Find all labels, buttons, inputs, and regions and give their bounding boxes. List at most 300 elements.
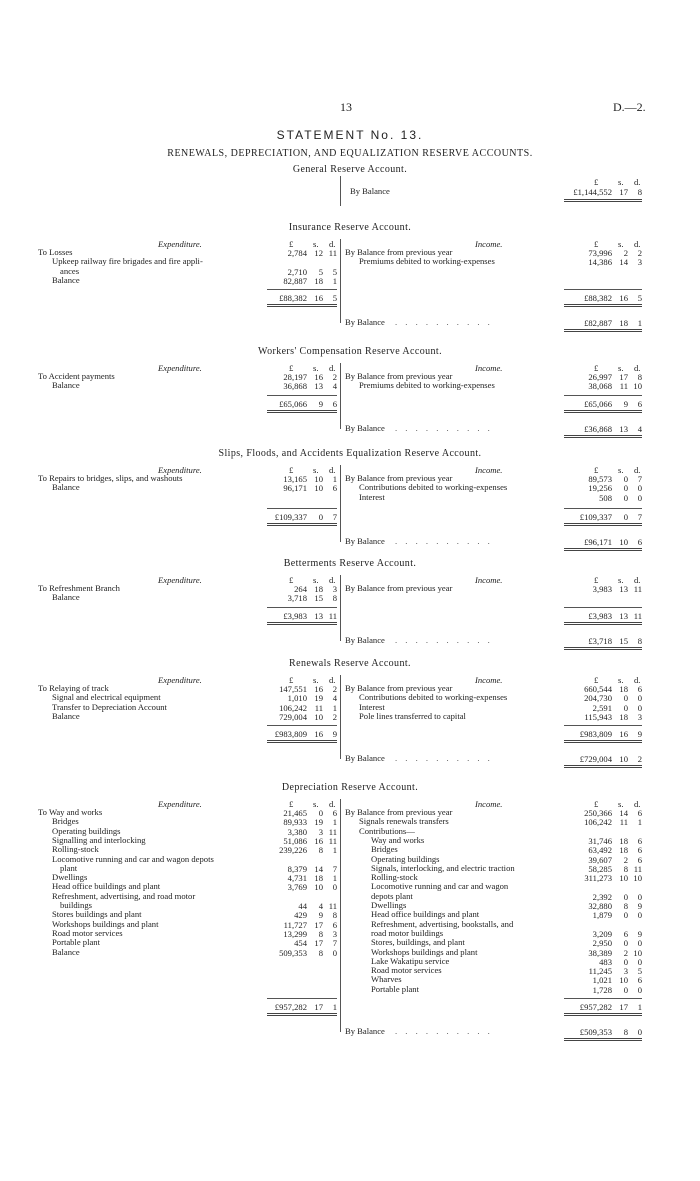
- insurance-inc-total-underline: [564, 304, 642, 307]
- general-balance-amount-shillings: 17: [619, 187, 628, 197]
- inc-pounds-heading: £: [594, 239, 599, 249]
- depreciation-inc-amount-shillings: 14: [619, 808, 628, 818]
- renewals-exp-amount-pence: 2: [332, 684, 337, 694]
- inc-shillings-heading: s.: [618, 465, 624, 475]
- depreciation-inc-total: [566, 1002, 642, 1012]
- betterments-inc-amount: [566, 584, 642, 594]
- depreciation-inc-item: Workshops buildings and plant: [371, 946, 478, 957]
- depreciation-exp-amount-pence: 0: [332, 947, 337, 958]
- depreciation-exp-amount-pence: 7: [332, 938, 337, 949]
- workers-inc-total-pence: 6: [637, 398, 642, 409]
- slips-inc-amount-shillings: 0: [623, 492, 628, 503]
- betterments-inc-total: [566, 611, 642, 621]
- depreciation-inc-item: Operating buildings: [371, 853, 440, 864]
- depreciation-exp-item: Workshops buildings and plant: [52, 918, 159, 929]
- betterments-inc-amount-pounds: 3,983: [592, 584, 612, 594]
- insurance-exp-item: Upkeep railway fire brigades and fire appli-: [52, 256, 203, 267]
- depreciation-inc-amount-pounds: 1,021: [592, 975, 612, 986]
- general-balance-amount-pounds: £1,144,552: [573, 187, 612, 197]
- renewals-exp-total-underline: [267, 740, 337, 743]
- depreciation-inc-amount-shillings: 2: [623, 854, 628, 865]
- depreciation-inc-amount-pounds: 63,492: [588, 845, 612, 856]
- renewals-inc-amount-pence: 0: [637, 702, 642, 713]
- exp-pence-heading: d.: [329, 575, 336, 585]
- income-heading: Income.: [475, 363, 503, 373]
- depreciation-balance-amount-pence: 0: [637, 1027, 642, 1037]
- exp-pounds-heading: £: [289, 675, 294, 685]
- renewals-inc-rule: [564, 725, 642, 726]
- workers-exp-amount: [261, 381, 337, 391]
- betterments-inc-total-underline: [564, 622, 642, 625]
- slips-inc-item: Interest: [359, 491, 385, 502]
- betterments-exp-total-pounds: £3,983: [283, 610, 307, 621]
- insurance-balance-label: By Balance: [345, 317, 385, 328]
- slips-exp-amount-shillings: 10: [314, 483, 323, 494]
- depreciation-exp-item: Locomotive running and car and wagon depots: [52, 853, 214, 864]
- depreciation-exp-amount-pounds: 8,379: [287, 863, 307, 874]
- insurance-balance-amount-shillings: 18: [619, 318, 628, 329]
- depreciation-inc-amount-pence: 0: [637, 984, 642, 995]
- betterments-exp-total-shillings: 13: [314, 610, 323, 621]
- exp-shillings-heading: s.: [313, 239, 319, 249]
- insurance-exp-amount-shillings: 18: [314, 275, 323, 286]
- depreciation-exp-amount-shillings: 17: [314, 919, 323, 930]
- slips-exp-rule: [267, 508, 337, 509]
- exp-shillings-heading: s.: [313, 575, 319, 585]
- slips-balance-label: By Balance: [345, 535, 385, 546]
- workers-title: Workers' Compensation Reserve Account.: [258, 346, 442, 357]
- depreciation-inc-amount-pounds: 3,209: [592, 928, 612, 939]
- slips-inc-amount-pence: 7: [637, 474, 642, 484]
- slips-exp-amount-pounds: 13,165: [283, 474, 307, 484]
- insurance-title: Insurance Reserve Account.: [288, 222, 412, 233]
- depreciation-exp-item: To Way and works: [38, 807, 103, 817]
- income-heading: Income.: [475, 465, 503, 475]
- depreciation-inc-item: depots plant: [371, 890, 413, 901]
- insurance-exp-rule: [267, 289, 337, 290]
- slips-inc-total-underline: [564, 523, 642, 526]
- depreciation-exp-item: Bridges: [52, 816, 79, 827]
- depreciation-exp-amount-pence: 1: [332, 873, 337, 884]
- renewals-exp-total-shillings: 16: [314, 729, 323, 740]
- betterments-title: Betterments Reserve Account.: [283, 558, 417, 569]
- depreciation-inc-amount-shillings: 0: [623, 984, 628, 995]
- workers-inc-amount-shillings: 17: [619, 372, 628, 382]
- insurance-inc-item: By Balance from previous year: [345, 247, 453, 257]
- depreciation-exp-amount-pounds: 429: [294, 910, 307, 921]
- betterments-exp-item: To Refreshment Branch: [38, 583, 120, 593]
- depreciation-inc-amount-pounds: 2,950: [592, 938, 612, 949]
- depreciation-inc-amount-shillings: 18: [619, 835, 628, 846]
- depreciation-exp-amount-shillings: 10: [314, 882, 323, 893]
- depreciation-inc-item: Signals, interlocking, and electric traction: [371, 862, 515, 873]
- statement-title: STATEMENT No. 13.: [276, 128, 424, 142]
- slips-inc-rule: [564, 508, 642, 509]
- renewals-title: Renewals Reserve Account.: [289, 658, 411, 669]
- depreciation-inc-amount-pence: 0: [637, 938, 642, 949]
- betterments-inc-total-pence: 11: [633, 610, 642, 621]
- renewals-inc-item: By Balance from previous year: [345, 683, 453, 693]
- depreciation-exp-rule: [267, 998, 337, 999]
- slips-inc-amount-pence: 0: [637, 483, 642, 494]
- depreciation-inc-amount-pounds: 1,879: [592, 910, 612, 921]
- insurance-exp-total: [261, 293, 337, 303]
- slips-inc-item: Contributions debited to working-expenses: [359, 482, 508, 493]
- workers-exp-rule: [267, 395, 337, 396]
- depreciation-inc-amount-shillings: 18: [619, 845, 628, 856]
- renewals-divider: [340, 675, 341, 759]
- slips-inc-total-pence: 7: [637, 511, 642, 522]
- inc-shillings-heading: s.: [618, 363, 624, 373]
- insurance-exp-amount-pence: 1: [332, 275, 337, 286]
- depreciation-inc-amount-pence: 10: [633, 947, 642, 958]
- depreciation-inc-item: Signals renewals transfers: [359, 816, 449, 827]
- depreciation-exp-item: Road motor services: [52, 927, 123, 938]
- depreciation-exp-amount-shillings: 18: [314, 873, 323, 884]
- renewals-inc-amount-pounds: 2,591: [592, 702, 612, 713]
- depreciation-inc-amount-shillings: 0: [623, 938, 628, 949]
- depreciation-exp-item: Balance: [52, 946, 80, 957]
- renewals-inc-total-shillings: 16: [619, 729, 628, 740]
- insurance-exp-amount-shillings: 5: [318, 266, 323, 277]
- slips-inc-amount-pence: 0: [637, 492, 642, 503]
- depreciation-exp-amount-shillings: 4: [318, 901, 323, 911]
- slips-inc-amount-shillings: 0: [623, 474, 628, 484]
- depreciation-exp-item: Refreshment, advertising, and road motor: [52, 890, 196, 901]
- workers-inc-amount-pence: 10: [633, 381, 642, 392]
- depreciation-inc-amount-pence: 10: [633, 873, 642, 884]
- depreciation-inc-amount-pounds: 11,245: [588, 966, 612, 977]
- inc-pounds-heading: £: [594, 575, 599, 585]
- renewals-exp-amount: [261, 712, 337, 722]
- betterments-exp-amount-shillings: 18: [314, 584, 323, 594]
- betterments-inc-rule: [564, 607, 642, 608]
- depreciation-exp-item: Rolling-stock: [52, 844, 99, 855]
- workers-inc-total-shillings: 9: [623, 398, 628, 409]
- exp-pence-heading: d.: [329, 239, 336, 249]
- workers-inc-rule: [564, 395, 642, 396]
- workers-exp-total: [261, 399, 337, 409]
- depreciation-balance-leader: . . . . . . . . . .: [395, 1026, 493, 1036]
- workers-balance-amount-shillings: 13: [619, 423, 628, 434]
- depreciation-exp-amount-pence: 0: [332, 882, 337, 893]
- workers-exp-item: To Accident payments: [38, 371, 115, 381]
- depreciation-exp-amount-pence: 1: [332, 817, 337, 828]
- workers-exp-amount-shillings: 16: [314, 372, 323, 382]
- insurance-exp-item: Balance: [52, 274, 80, 285]
- insurance-balance-underline: [564, 329, 642, 332]
- insurance-inc-amount-shillings: 14: [619, 257, 628, 268]
- inc-pounds-heading: £: [594, 465, 599, 475]
- renewals-inc-item: Contributions debited to working-expenses: [359, 692, 508, 703]
- renewals-exp-amount-pounds: 729,004: [279, 711, 307, 722]
- depreciation-inc-amount-shillings: 10: [619, 873, 628, 884]
- insurance-inc-total-pence: 5: [637, 293, 642, 304]
- insurance-exp-amount-pounds: 82,887: [283, 275, 307, 286]
- renewals-inc-amount-shillings: 18: [619, 684, 628, 694]
- depreciation-exp-amount-pence: 11: [328, 835, 337, 846]
- insurance-inc-rule: [564, 289, 642, 290]
- depreciation-inc-amount-pounds: 483: [599, 956, 612, 967]
- depreciation-inc-amount-shillings: 8: [623, 901, 628, 911]
- depreciation-inc-item: Stores, buildings, and plant: [371, 937, 465, 948]
- depreciation-exp-amount: [261, 882, 337, 892]
- depreciation-inc-item: Contributions—: [359, 825, 415, 836]
- inc-pounds-heading: £: [594, 799, 599, 809]
- renewals-inc-amount: [566, 712, 642, 722]
- workers-balance-underline: [564, 435, 642, 438]
- insurance-exp-total-pounds: £88,382: [279, 293, 307, 304]
- depreciation-exp-amount-pounds: 4,731: [287, 873, 307, 884]
- depreciation-balance-amount-shillings: 8: [623, 1027, 628, 1037]
- depreciation-inc-amount-shillings: 0: [623, 891, 628, 902]
- workers-balance-leader: . . . . . . . . . .: [395, 422, 493, 433]
- slips-inc-amount-pounds: 89,573: [588, 474, 612, 484]
- depreciation-inc-item: Refreshment, advertising, bookstalls, and: [371, 918, 514, 929]
- inc-pence-heading: d.: [634, 465, 641, 475]
- depreciation-exp-amount-pence: 11: [328, 826, 337, 837]
- expenditure-heading: Expenditure.: [158, 575, 202, 585]
- depreciation-exp-amount-shillings: 8: [318, 928, 323, 939]
- depreciation-inc-item: road motor buildings: [371, 927, 444, 938]
- depreciation-exp-item: Signalling and interlocking: [52, 834, 146, 845]
- depreciation-inc-amount: [566, 817, 642, 827]
- depreciation-inc-amount-pounds: 38,389: [588, 947, 612, 958]
- renewals-inc-amount-shillings: 0: [623, 702, 628, 713]
- depreciation-inc-item: Road motor services: [371, 965, 442, 976]
- depreciation-inc-amount-pence: 0: [637, 956, 642, 967]
- depreciation-inc-amount: [566, 910, 642, 920]
- depreciation-inc-item: Lake Wakatipu service: [371, 955, 450, 966]
- depreciation-inc-amount-shillings: 6: [623, 928, 628, 939]
- insurance-inc-total: [566, 293, 642, 303]
- renewals-exp-rule: [267, 725, 337, 726]
- slips-balance-amount-shillings: 10: [619, 536, 628, 547]
- page-reference: D.—2.: [613, 100, 646, 114]
- exp-pence-heading: d.: [329, 675, 336, 685]
- insurance-inc-amount-pounds: 73,996: [588, 248, 612, 258]
- slips-exp-amount-pence: 6: [332, 483, 337, 494]
- income-heading: Income.: [475, 239, 503, 249]
- betterments-balance-amount-pence: 8: [637, 635, 642, 646]
- depreciation-inc-item: Head office buildings and plant: [371, 909, 480, 920]
- renewals-inc-amount-pounds: 660,544: [584, 684, 612, 694]
- insurance-exp-total-pence: 5: [332, 293, 337, 304]
- renewals-inc-amount-pounds: 204,730: [584, 693, 612, 704]
- insurance-balance-amount: [566, 318, 642, 328]
- depreciation-inc-amount-pounds: 31,746: [588, 835, 612, 846]
- depreciation-inc-amount-pounds: 32,880: [588, 901, 612, 911]
- insurance-inc-total-shillings: 16: [619, 293, 628, 304]
- betterments-exp-amount-shillings: 15: [314, 593, 323, 604]
- depreciation-exp-amount-pence: 3: [332, 928, 337, 939]
- depreciation-inc-amount-pence: 11: [633, 863, 642, 874]
- renewals-balance-amount-shillings: 10: [619, 754, 628, 765]
- slips-inc-amount-pounds: 19,256: [588, 483, 612, 494]
- workers-exp-total-underline: [267, 410, 337, 413]
- slips-exp-total-shillings: 0: [318, 511, 323, 522]
- exp-pounds-heading: £: [289, 575, 294, 585]
- slips-inc-amount: [566, 493, 642, 503]
- depreciation-exp-item: Portable plant: [52, 937, 100, 948]
- depreciation-balance-underline: [564, 1038, 642, 1041]
- renewals-inc-amount-pence: 3: [637, 711, 642, 722]
- depreciation-inc-amount-pence: 6: [637, 854, 642, 865]
- inc-pounds-heading: £: [594, 363, 599, 373]
- insurance-exp-item: To Losses: [38, 247, 73, 257]
- income-heading: Income.: [475, 675, 503, 685]
- depreciation-inc-amount-pence: 6: [637, 808, 642, 818]
- renewals-inc-total-pounds: £983,809: [579, 729, 612, 740]
- income-heading: Income.: [475, 575, 503, 585]
- depreciation-exp-item: Operating buildings: [52, 825, 121, 836]
- depreciation-exp-amount-shillings: 8: [318, 947, 323, 958]
- depreciation-exp-item: plant: [60, 862, 78, 873]
- expenditure-heading: Expenditure.: [158, 799, 202, 809]
- slips-balance-underline: [564, 548, 642, 551]
- inc-pence-heading: d.: [634, 363, 641, 373]
- workers-inc-amount-pence: 8: [637, 372, 642, 382]
- depreciation-exp-item: Dwellings: [52, 872, 88, 883]
- renewals-exp-total-pence: 9: [332, 729, 337, 740]
- depreciation-exp-amount-shillings: 0: [318, 808, 323, 818]
- depreciation-title: Depreciation Reserve Account.: [281, 782, 419, 793]
- renewals-exp-total-pounds: £983,809: [274, 729, 307, 740]
- exp-pounds-heading: £: [289, 239, 294, 249]
- depreciation-exp-amount-pounds: 454: [294, 938, 307, 949]
- betterments-exp-total-underline: [267, 622, 337, 625]
- workers-inc-amount-shillings: 11: [619, 381, 628, 392]
- depreciation-exp-amount: [261, 948, 337, 958]
- general-pounds-heading: £: [594, 177, 599, 187]
- workers-inc-total-pounds: £65,066: [584, 398, 612, 409]
- insurance-exp-item: ances: [60, 265, 80, 276]
- renewals-exp-total: [261, 729, 337, 739]
- exp-pounds-heading: £: [289, 363, 294, 373]
- depreciation-exp-amount-shillings: 8: [318, 845, 323, 856]
- workers-inc-amount-pounds: 26,997: [588, 372, 612, 382]
- depreciation-inc-item: Wharves: [371, 974, 402, 985]
- page-number: 13: [340, 100, 352, 114]
- depreciation-exp-amount-shillings: 16: [314, 835, 323, 846]
- exp-shillings-heading: s.: [313, 363, 319, 373]
- slips-title: Slips, Floods, and Accidents Equalization Reserve Account.: [218, 448, 482, 459]
- workers-inc-total: [566, 399, 642, 409]
- workers-exp-amount-pence: 2: [332, 372, 337, 382]
- slips-inc-item: By Balance from previous year: [345, 473, 453, 483]
- workers-exp-amount-shillings: 13: [314, 381, 323, 392]
- general-title: General Reserve Account.: [292, 164, 408, 175]
- insurance-inc-amount-pounds: 14,386: [588, 257, 612, 268]
- betterments-balance-underline: [564, 647, 642, 650]
- exp-pounds-heading: £: [289, 465, 294, 475]
- betterments-exp-item: Balance: [52, 592, 80, 603]
- slips-inc-total-shillings: 0: [623, 511, 628, 522]
- betterments-exp-total: [261, 611, 337, 621]
- inc-shillings-heading: s.: [618, 675, 624, 685]
- slips-inc-total-pounds: £109,337: [579, 511, 612, 522]
- workers-balance-amount-pounds: £36,868: [584, 423, 612, 434]
- betterments-exp-amount-pounds: 264: [294, 584, 307, 594]
- insurance-exp-amount: [261, 248, 337, 258]
- depreciation-inc-amount-pence: 1: [637, 817, 642, 828]
- betterments-exp-amount: [261, 593, 337, 603]
- depreciation-exp-amount-pounds: 51,086: [283, 835, 307, 846]
- workers-inc-total-underline: [564, 410, 642, 413]
- insurance-inc-amount-pence: 2: [637, 248, 642, 258]
- workers-inc-item: Premiums debited to working-expenses: [359, 380, 495, 391]
- renewals-balance-underline: [564, 765, 642, 768]
- insurance-exp-amount-pence: 11: [328, 248, 337, 258]
- workers-exp-amount-pounds: 36,868: [283, 381, 307, 392]
- renewals-inc-amount-shillings: 0: [623, 693, 628, 704]
- inc-pence-heading: d.: [634, 575, 641, 585]
- exp-pence-heading: d.: [329, 799, 336, 809]
- depreciation-exp-amount-shillings: 14: [314, 863, 323, 874]
- statement-subtitle: RENEWALS, DEPRECIATION, AND EQUALIZATION RESERVE ACCOUNTS.: [167, 148, 533, 159]
- workers-exp-total-shillings: 9: [318, 398, 323, 409]
- betterments-exp-amount-pence: 8: [332, 593, 337, 604]
- depreciation-exp-amount-pence: 11: [328, 901, 337, 911]
- renewals-exp-amount-shillings: 11: [314, 702, 323, 713]
- depreciation-inc-item: Dwellings: [371, 900, 407, 910]
- exp-pence-heading: d.: [329, 465, 336, 475]
- insurance-balance-amount-pounds: £82,887: [584, 318, 612, 329]
- depreciation-inc-amount-pence: 5: [637, 966, 642, 977]
- renewals-inc-amount-pence: 0: [637, 693, 642, 704]
- workers-exp-amount-pence: 4: [332, 381, 337, 392]
- renewals-inc-item: Pole lines transferred to capital: [359, 710, 466, 721]
- slips-balance-amount-pounds: £96,171: [584, 536, 612, 547]
- general-balance-label: By Balance: [350, 186, 390, 196]
- depreciation-exp-total-shillings: 17: [314, 1002, 323, 1012]
- exp-pounds-heading: £: [289, 799, 294, 809]
- renewals-exp-amount-pounds: 1,010: [287, 693, 307, 704]
- expenditure-heading: Expenditure.: [158, 465, 202, 475]
- insurance-exp-total-underline: [267, 304, 337, 307]
- depreciation-exp-amount-pence: 8: [332, 910, 337, 921]
- depreciation-inc-amount-pounds: 250,366: [584, 808, 612, 818]
- renewals-balance-amount: [566, 754, 642, 764]
- betterments-inc-total-pounds: £3,983: [588, 610, 612, 621]
- inc-pounds-heading: £: [594, 675, 599, 685]
- renewals-inc-total-underline: [564, 740, 642, 743]
- depreciation-inc-item: By Balance from previous year: [345, 807, 453, 817]
- inc-pence-heading: d.: [634, 799, 641, 809]
- slips-inc-total: [566, 512, 642, 522]
- depreciation-inc-amount-shillings: 2: [623, 947, 628, 958]
- depreciation-inc-rule: [564, 998, 642, 999]
- workers-exp-item: Balance: [52, 380, 80, 391]
- general-pence-heading: d.: [634, 177, 641, 187]
- depreciation-exp-amount-pounds: 509,353: [279, 947, 307, 958]
- betterments-exp-amount-pounds: 3,718: [287, 593, 307, 604]
- betterments-inc-amount-shillings: 13: [619, 584, 628, 594]
- renewals-exp-item: Transfer to Depreciation Account: [52, 701, 167, 712]
- renewals-inc-amount-shillings: 18: [619, 711, 628, 722]
- insurance-exp-amount-pounds: 2,710: [287, 266, 307, 277]
- depreciation-inc-amount-shillings: 0: [623, 910, 628, 921]
- depreciation-inc-amount-shillings: 10: [619, 975, 628, 986]
- depreciation-inc-item: Portable plant: [371, 983, 419, 994]
- inc-pence-heading: d.: [634, 675, 641, 685]
- slips-exp-amount-shillings: 10: [314, 474, 323, 484]
- depreciation-inc-amount: [566, 873, 642, 883]
- depreciation-exp-amount-pounds: 3,769: [287, 882, 307, 893]
- depreciation-inc-total-pence: 1: [637, 1002, 642, 1012]
- betterments-balance-amount-shillings: 15: [619, 635, 628, 646]
- workers-balance-amount: [566, 424, 642, 434]
